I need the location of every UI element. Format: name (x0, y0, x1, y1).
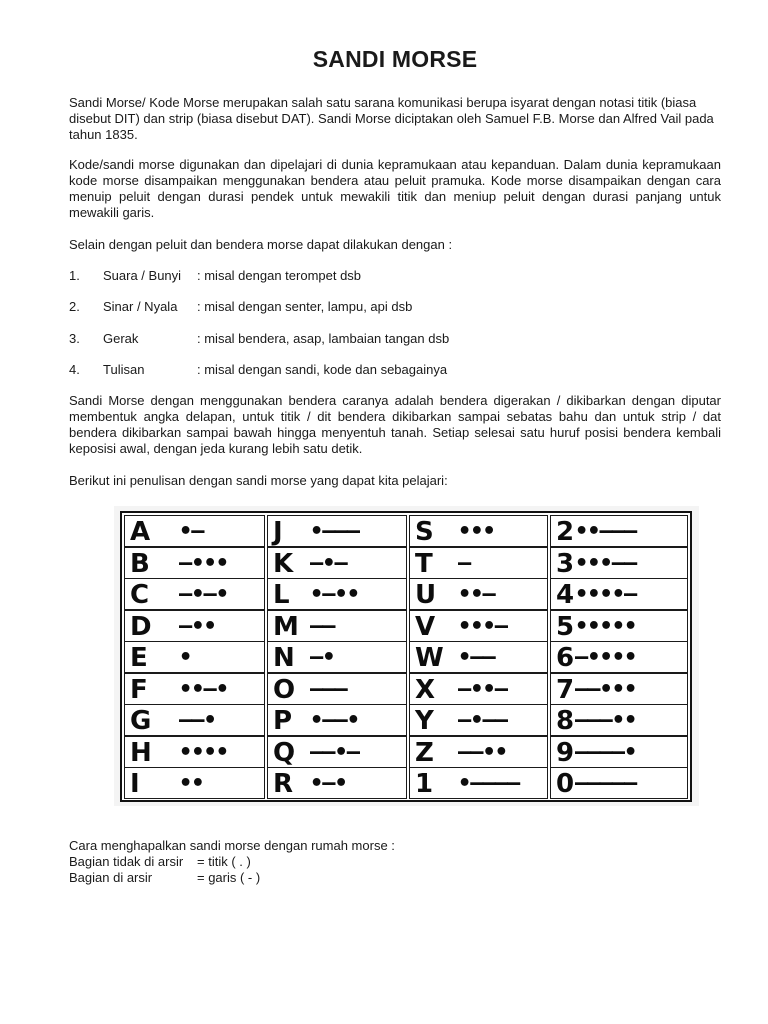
morse-character: 6 (556, 643, 575, 673)
morse-code: ••–• (179, 676, 228, 702)
morse-character: J (273, 517, 283, 547)
morse-character: N (273, 643, 295, 673)
morse-cell (550, 547, 688, 579)
morse-code: ––••• (575, 676, 637, 702)
morse-cell (124, 767, 265, 799)
morse-character: 1 (415, 769, 434, 799)
morse-cell (550, 767, 688, 799)
morse-cell (409, 767, 548, 799)
list-label: Sinar / Nyala (103, 299, 178, 314)
morse-code: ••• (458, 519, 495, 544)
morse-character: 9 (556, 737, 575, 768)
morse-code: ––––– (575, 771, 637, 796)
legend-line (69, 854, 721, 870)
morse-code: ––– (310, 676, 347, 702)
morse-code: –••• (179, 550, 228, 576)
morse-character: C (130, 580, 150, 610)
flag-paragraph: Sandi Morse dengan menggunakan bendera caranya adalah bendera digerakan / dikibarkan dengan diputar membentuk angka delapan, untuk titik / dit bendera dikibarkan sampai sebatas bahu dan untuk strip / dat bendera dikibarkan sampai bawah hingga menyentuh tanah. Setiap selesai satu huruf posisi bendera kembali keposisi awal, dengan jeda kurang lebih satu detik. (69, 393, 721, 456)
morse-cell (124, 641, 265, 673)
list-number: 4. (69, 362, 80, 377)
morse-cell (124, 704, 265, 736)
morse-code: •––– (310, 519, 359, 544)
morse-code: ••– (458, 582, 495, 607)
morse-code: –•••• (575, 645, 637, 670)
morse-code: •••– (458, 613, 507, 639)
morse-character: 3 (556, 548, 575, 579)
morse-cell (267, 515, 407, 547)
morse-character: H (130, 737, 152, 768)
legend-label: Bagian di arsir (69, 870, 153, 885)
legend-label: Bagian tidak di arsir (69, 854, 184, 869)
morse-cell (409, 704, 548, 736)
morse-character: M (273, 611, 299, 642)
footer-heading (69, 838, 721, 854)
morse-character: 0 (556, 769, 575, 799)
morse-code: –– (310, 613, 335, 639)
morse-code: ––––• (575, 739, 637, 765)
morse-cell (267, 578, 407, 610)
methods-intro: Selain dengan peluit dan bendera morse dapat dilakukan dengan : (69, 237, 453, 252)
table-intro: Berikut ini penulisan dengan sandi morse yang dapat kita pelajari: (69, 473, 448, 488)
morse-character: L (273, 580, 290, 610)
morse-code: •• (179, 771, 204, 796)
list-desc: : misal dengan terompet dsb (197, 268, 362, 283)
morse-cell (267, 673, 407, 705)
intro-paragraph: Sandi Morse/ Kode Morse merupakan salah satu sarana komunikasi berupa isyarat dengan notasi titik (biasa disebut DIT) dan strip (biasa disebut DAT). Sandi Morse diciptakan oleh Samuel F.B. Morse dan Alfred Vail pada tahun 1835. (69, 95, 714, 142)
legend-value: = garis ( - ) (197, 870, 261, 885)
morse-code: •–– (458, 645, 495, 670)
morse-cell (409, 578, 548, 610)
morse-character: A (130, 517, 151, 547)
morse-cell (409, 547, 548, 579)
morse-cell (267, 767, 407, 799)
morse-character: E (130, 643, 148, 673)
morse-code: •––• (310, 708, 359, 733)
morse-code: –––•• (575, 708, 637, 733)
morse-code: –• (310, 645, 335, 670)
morse-cell (267, 736, 407, 768)
morse-code: ••••• (575, 613, 637, 639)
morse-cell (550, 641, 688, 673)
morse-code: •••–– (575, 550, 637, 576)
morse-code: ••••– (575, 582, 637, 607)
morse-character: X (415, 674, 436, 705)
morse-cell (124, 547, 265, 579)
morse-character: F (130, 674, 148, 705)
morse-cell (267, 641, 407, 673)
morse-cell (124, 515, 265, 547)
morse-cell (267, 610, 407, 642)
morse-code: – (458, 550, 471, 576)
morse-cell (409, 610, 548, 642)
morse-code: ––•– (310, 739, 359, 765)
morse-character: O (273, 674, 296, 705)
morse-cell (550, 578, 688, 610)
morse-code-table (114, 506, 699, 806)
list-label: Tulisan (103, 362, 145, 377)
list-item (69, 299, 721, 315)
list-label: Gerak (103, 331, 139, 346)
list-number: 1. (69, 268, 80, 283)
list-label: Suara / Bunyi (103, 268, 182, 283)
morse-character: R (273, 769, 294, 799)
list-item (69, 268, 721, 284)
morse-character: D (130, 611, 152, 642)
morse-character: W (415, 643, 444, 673)
morse-character: U (415, 580, 437, 610)
morse-cell (550, 610, 688, 642)
page-title: SANDI MORSE (312, 46, 478, 72)
morse-code: –••– (458, 676, 507, 702)
morse-cell (409, 641, 548, 673)
morse-cell (409, 736, 548, 768)
morse-character: I (130, 769, 140, 799)
morse-character: Q (273, 737, 296, 768)
morse-code: ––•• (458, 739, 507, 765)
morse-cell (409, 673, 548, 705)
scouting-paragraph: Kode/sandi morse digunakan dan dipelajari di dunia kepramukaan atau kepanduan. Dalam dunia kepramukaan kode morse disampaikan menggunakan bendera atau peluit pramuka. Kode morse disampaikan dengan cara menuip peluit dengan durasi pendek untuk mewakili titik dan meniup peluit dengan durasi panjang untuk mewakili garis. (69, 157, 721, 220)
morse-character: 7 (556, 674, 575, 705)
legend-value: = titik ( . ) (197, 854, 251, 869)
morse-code: •–•• (310, 582, 359, 607)
morse-code: –•• (179, 613, 216, 639)
list-desc: : misal bendera, asap, lambaian tangan dsb (197, 331, 450, 346)
morse-cell (550, 704, 688, 736)
morse-cell (550, 736, 688, 768)
morse-code: ––• (179, 708, 216, 733)
morse-cell (267, 547, 407, 579)
list-item (69, 362, 721, 378)
morse-character: 4 (556, 580, 575, 610)
legend-line (69, 870, 721, 886)
morse-character: Y (415, 706, 434, 736)
morse-code: •–• (310, 771, 347, 796)
morse-code: •– (179, 519, 204, 544)
morse-code: •–––– (458, 771, 520, 796)
list-desc: : misal dengan senter, lampu, api dsb (197, 299, 413, 314)
morse-code: –•–– (458, 708, 507, 733)
morse-character: G (130, 706, 152, 736)
morse-cell (124, 673, 265, 705)
morse-character: B (130, 548, 150, 579)
morse-code: –•–• (179, 582, 228, 607)
morse-code: ••––– (575, 519, 637, 544)
morse-cell (409, 515, 548, 547)
morse-code: • (179, 645, 192, 670)
footer-heading-text: Cara menghapalkan sandi morse dengan rumah morse : (69, 838, 395, 853)
morse-character: Z (415, 737, 434, 768)
morse-character: 5 (556, 611, 575, 642)
list-desc: : misal dengan sandi, kode dan sebagainya (197, 362, 448, 377)
morse-cell (124, 610, 265, 642)
morse-code: •••• (179, 739, 228, 765)
morse-cell (550, 673, 688, 705)
list-number: 2. (69, 299, 80, 314)
morse-cell (267, 704, 407, 736)
morse-character: 2 (556, 517, 575, 547)
morse-character: S (415, 517, 434, 547)
morse-code: –•– (310, 550, 347, 576)
morse-cell (124, 736, 265, 768)
morse-character: 8 (556, 706, 575, 736)
morse-character: V (415, 611, 436, 642)
morse-character: K (273, 548, 294, 579)
morse-cell (550, 515, 688, 547)
list-number: 3. (69, 331, 80, 346)
list-item (69, 331, 721, 347)
morse-character: P (273, 706, 293, 736)
morse-table-frame (120, 511, 692, 802)
morse-cell (124, 578, 265, 610)
morse-character: T (415, 548, 433, 579)
